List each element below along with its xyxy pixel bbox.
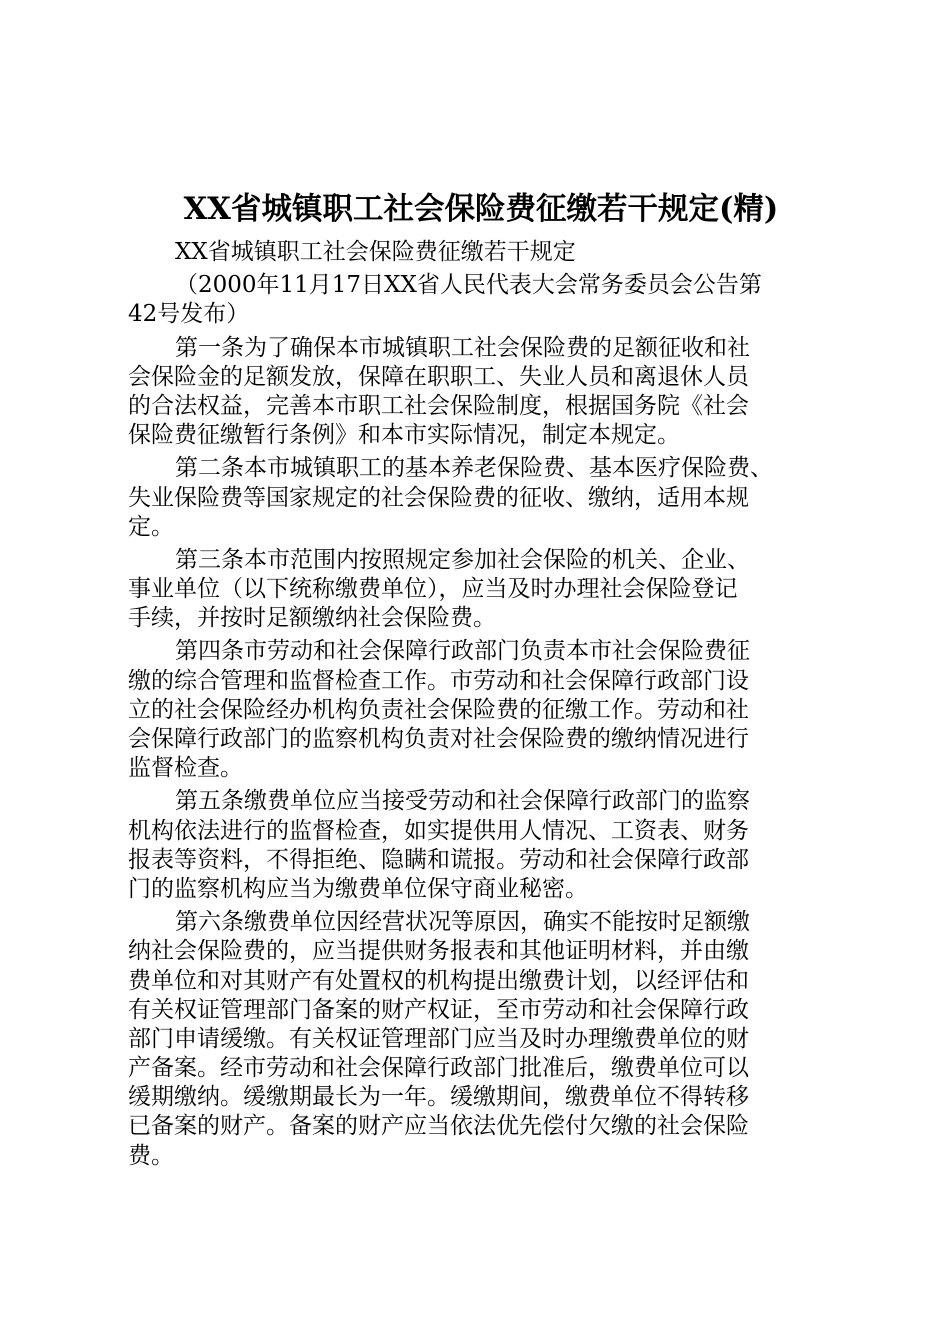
article-line: 监督检查。 [128, 755, 243, 782]
article-line: 报表等资料，不得拒绝、隐瞒和谎报。劳动和社会保障行政部 [128, 846, 749, 873]
article-line: 已备案的财产。备案的财产应当依法优先偿付欠缴的社会保险 [128, 1113, 749, 1140]
article-line: 第三条本市范围内按照规定参加社会保险的机关、企业、 [175, 546, 750, 573]
article-line: 部门申请缓缴。有关权证管理部门应当及时办理缴费单位的财 [128, 1025, 749, 1052]
article-line: 缓期缴纳。缓缴期最长为一年。缓缴期间，缴费单位不得转移 [128, 1084, 749, 1111]
document-subtitle: XX省城镇职工社会保险费征缴若干规定 [175, 239, 576, 265]
article-4 [128, 637, 834, 783]
article-line: 定。 [128, 513, 174, 540]
article-line: 会保险金的足额发放，保障在职职工、失业人员和离退休人员 [128, 363, 749, 390]
publication-notice [128, 271, 834, 329]
article-2 [128, 454, 834, 542]
article-line: 第六条缴费单位因经营状况等原因，确实不能按时足额缴 [175, 909, 750, 936]
article-line: 费单位和对其财产有处置权的机构提出缴费计划，以经评估和 [128, 967, 749, 994]
article-line: 第五条缴费单位应当接受劳动和社会保障行政部门的监察 [175, 788, 750, 815]
article-line: 费。 [128, 1142, 174, 1169]
article-line: 会保障行政部门的监察机构负责对社会保险费的缴纳情况进行 [128, 726, 749, 752]
document-subtitle-block [128, 238, 834, 267]
document-page [128, 186, 834, 1171]
notice-line: 42号发布） [128, 301, 250, 328]
article-line: 手续，并按时足额缴纳社会保险费。 [128, 605, 496, 632]
article-1 [128, 334, 834, 451]
article-line: 立的社会保险经办机构负责社会保险费的征缴工作。劳动和社 [128, 696, 749, 723]
article-3 [128, 546, 834, 634]
article-line: 门的监察机构应当为缴费单位保守商业秘密。 [128, 875, 588, 902]
article-line: 缴的综合管理和监督检查工作。市劳动和社会保障行政部门设 [128, 667, 749, 694]
article-5 [128, 787, 834, 904]
article-line: 失业保险费等国家规定的社会保险费的征收、缴纳，适用本规 [128, 484, 749, 511]
article-line: 纳社会保险费的，应当提供财务报表和其他证明材料，并由缴 [128, 938, 749, 965]
article-line: 产备案。经市劳动和社会保障行政部门批准后，缴费单位可以 [128, 1055, 749, 1082]
article-line: 事业单位（以下统称缴费单位），应当及时办理社会保险登记 [128, 576, 738, 603]
article-line: 第一条为了确保本市城镇职工社会保险费的足额征收和社 [175, 334, 750, 361]
article-line: 的合法权益，完善本市职工社会保险制度，根据国务院《社会 [128, 392, 749, 419]
article-line: 有关权证管理部门备案的财产权证，至市劳动和社会保障行政 [128, 996, 749, 1023]
article-6 [128, 908, 834, 1171]
article-line: 机构依法进行的监督检查，如实提供用人情况、工资表、财务 [128, 817, 749, 844]
document-title: XX省城镇职工社会保险费征缴若干规定(精) [183, 191, 779, 227]
article-line: 保险费征缴暂行条例》和本市实际情况，制定本规定。 [128, 422, 680, 449]
article-line: 第四条市劳动和社会保障行政部门负责本市社会保险费征 [175, 638, 750, 665]
notice-line: （2000年11月17日XX省人民代表大会常务委员会公告第 [175, 272, 762, 299]
article-line: 第二条本市城镇职工的基本养老保险费、基本医疗保险费、 [175, 455, 773, 482]
